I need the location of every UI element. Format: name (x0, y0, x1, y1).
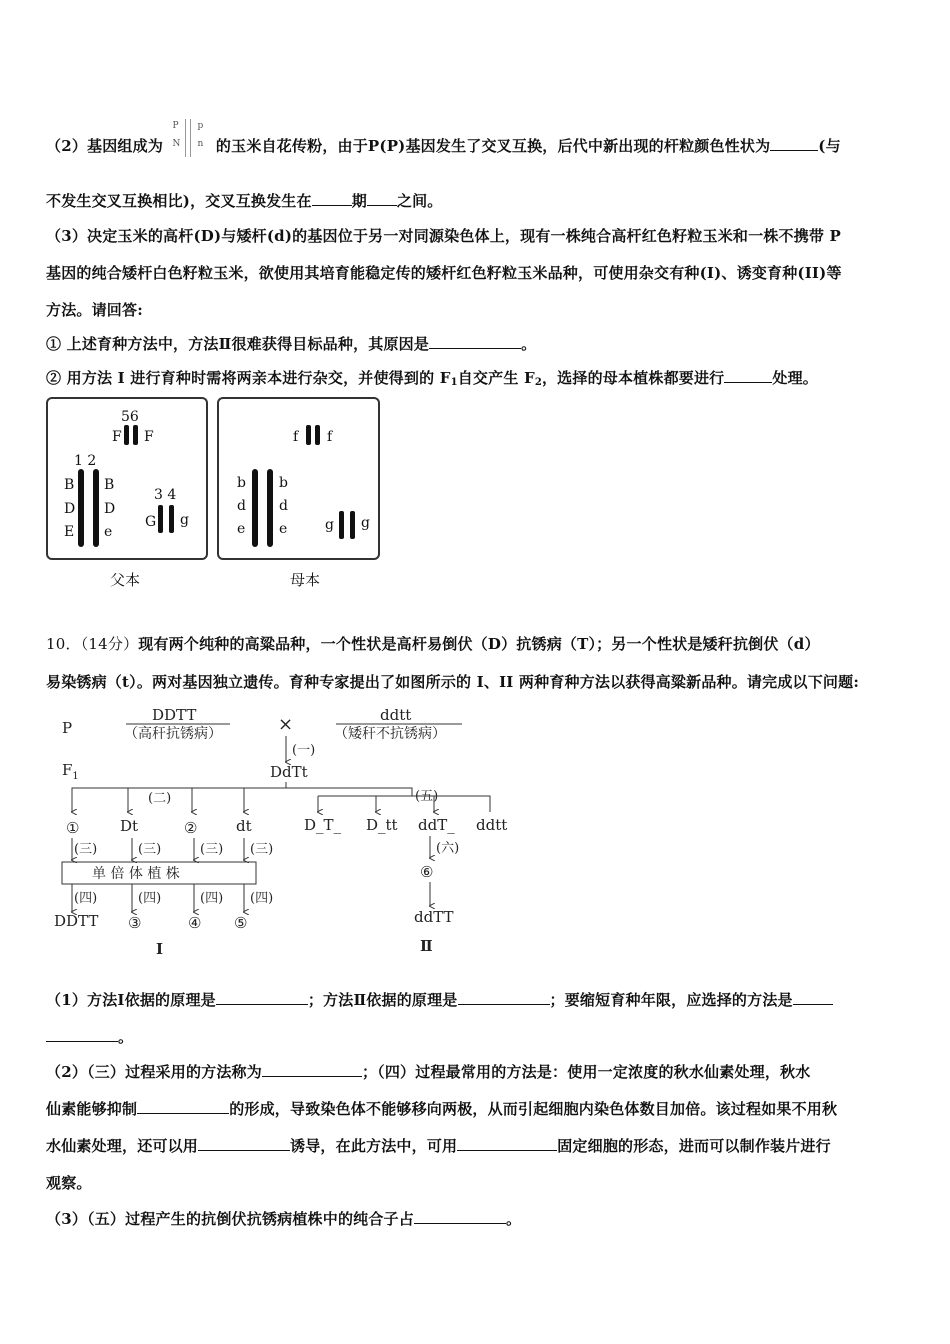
genotype-bottom-left: N (172, 139, 181, 149)
genotype-D_tt: D_tt (366, 816, 398, 834)
q10-score: （14分） (80, 635, 139, 653)
gene-F-left: F (112, 429, 122, 445)
gene-g-left: g (325, 517, 334, 533)
q10-s2-text-f: 诱导，在此方法中，可用 (290, 1137, 458, 1155)
gene-G-left: G (145, 514, 157, 530)
answer-blank[interactable] (414, 1209, 506, 1224)
chromosome-4 (169, 505, 174, 533)
q9-p2-mid: 的玉米自花传粉，由于P(P)基因发生了交叉互换，后代中新出现的杆粒颜色性状为 (215, 137, 771, 155)
chromosome-bde-right (267, 469, 273, 547)
q9-p2-line2 (46, 190, 443, 211)
q10-s3-line (46, 1208, 521, 1229)
gene-g-right: g (180, 512, 189, 528)
q9-p3-q1-text: ① 上述育种方法中，方法Ⅱ很难获得目标品种，其原因是 (46, 335, 430, 353)
q9-p3-q2-end: 处理。 (772, 369, 818, 387)
answer-blank[interactable] (367, 191, 397, 206)
branch-right (286, 788, 490, 812)
node-5: ⑤ (234, 914, 248, 932)
q9-p3-q1 (46, 333, 536, 354)
chromosome-f-right (315, 425, 320, 445)
q9-p2-line1 (46, 121, 841, 167)
gamete-dt: dt (236, 817, 252, 835)
gene-f-right: f (327, 429, 333, 445)
q10-s1-end: 。 (118, 1028, 134, 1046)
mother-chromosome-diagram (219, 399, 378, 558)
f1-subscript: 1 (450, 377, 458, 388)
label-F1: $F_1$ (62, 761, 79, 782)
q9-p2-line2c: 之间。 (396, 192, 443, 210)
gene-d-left: d (237, 498, 246, 514)
step-6-label: (六) (436, 841, 460, 856)
gene-B-left: B (64, 477, 75, 493)
step-3-label-b: (三) (138, 842, 162, 857)
answer-blank[interactable] (770, 136, 818, 151)
genotype-top-left: P (172, 121, 179, 131)
answer-blank[interactable] (724, 368, 772, 383)
node-4: ④ (188, 914, 202, 932)
label-56: 56 (121, 409, 139, 425)
method-I-label: I (156, 940, 164, 958)
q10-stem1: 现有两个纯种的高粱品种，一个性状是高杆易倒伏（D）抗锈病（T）；另一个性状是矮秆抗倒伏（d） (138, 635, 820, 653)
label-12: 1 2 (74, 453, 97, 469)
step-3-label-a: (三) (74, 842, 98, 857)
q10-stem-line1 (46, 633, 820, 654)
answer-blank[interactable] (793, 990, 833, 1005)
q10-s1-line1 (46, 989, 833, 1010)
breeding-diagram (50, 700, 530, 962)
q10-s2-text-d: 的形成，导致染色体不能够移向两极，从而引起细胞内染色体数目加倍。该过程如果不用秋 (229, 1100, 838, 1118)
q9-p3-line3: 方法。请回答: (46, 301, 143, 319)
gene-E-left: E (64, 524, 75, 540)
q10-s3-end: 。 (505, 1210, 522, 1228)
q9-p2-end: (与 (818, 137, 841, 155)
gene-e-right: e (104, 524, 113, 540)
parent1-genotype: DDTT (152, 706, 197, 724)
answer-blank[interactable] (216, 990, 308, 1005)
chromosome-5 (124, 425, 129, 445)
mother-chromosome-panel (217, 397, 380, 560)
q9-p3-q2-text-c: ，选择的母本植株都要进行 (541, 369, 725, 387)
haploid-box-label: 单 倍 体 植 株 (92, 866, 180, 882)
gene-e-left: e (237, 521, 246, 537)
f1-genotype: DdTt (270, 763, 308, 781)
q9-p2-prefix: （2）基因组成为 (46, 137, 164, 155)
q10-s1-line2 (46, 1026, 133, 1047)
step-5-label: (五) (415, 789, 439, 804)
branch-left (72, 782, 286, 812)
answer-blank[interactable] (429, 334, 521, 349)
gene-F-right: F (144, 429, 154, 445)
gene-D-left: D (64, 501, 76, 517)
genotype-bottom-right: n (197, 139, 204, 149)
parent1-note: （高秆抗锈病） (124, 726, 222, 742)
q10-s1-text-a: （1）方法Ⅰ依据的原理是 (46, 991, 216, 1009)
q9-p3-line1: （3）决定玉米的高杆(D)与矮杆(d)的基因位于另一对同源染色体上，现有一株纯合高杆红色籽粒玉米和一株不携带 P (46, 227, 842, 245)
q10-s2-line2 (46, 1098, 837, 1119)
chromosome-3 (158, 505, 163, 533)
chromosome-g-left (339, 511, 344, 539)
f2-subscript: 2 (534, 377, 542, 388)
genotype-ddtt: ddtt (476, 816, 508, 834)
parent2-note: （矮秆不抗锈病） (334, 726, 446, 742)
node-2: ② (184, 819, 198, 837)
father-chromosome-panel (46, 397, 208, 560)
q10-s2-text-a: （2）（三）过程采用的方法称为 (46, 1063, 262, 1081)
cross-symbol: × (278, 714, 294, 735)
answer-blank[interactable] (457, 1136, 557, 1151)
q9-p3-q2 (46, 367, 818, 388)
chromosome-g-right (350, 511, 355, 539)
chromosome-1 (78, 469, 84, 547)
answer-blank[interactable] (46, 1027, 118, 1042)
q10-s3-text: （3）（五）过程产生的抗倒伏抗锈病植株中的纯合子占 (46, 1210, 414, 1228)
q10-s2-text-g: 固定细胞的形态，进而可以制作装片进行 (557, 1137, 831, 1155)
father-label: 父本 (110, 571, 141, 589)
node-3: ③ (128, 914, 142, 932)
q10-s2-line4: 观察。 (46, 1174, 92, 1192)
q10-s1-text-b: ；方法Ⅱ依据的原理是 (307, 991, 458, 1009)
node-1: ① (66, 819, 80, 837)
q10-stem-line2: 易染锈病（t）。两对基因独立遗传。育种专家提出了如图所示的 I、II 两种育种方法以获得高粱新品种。请完成以下问题: (46, 673, 860, 691)
q9-p2-line2b: 期 (351, 192, 367, 210)
step-4-label-d: (四) (250, 891, 274, 906)
q10-s2-line3 (46, 1135, 831, 1156)
step-3-label-d: (三) (250, 842, 274, 857)
q9-p2-line2a: 不发生交叉互换相比)，交叉互换发生在 (46, 192, 312, 210)
genotype-figure (168, 119, 210, 159)
gene-B-right: B (104, 477, 115, 493)
father-chromosome-diagram (48, 399, 206, 558)
q10-number: 10． (46, 635, 81, 653)
step-3-label-c: (三) (200, 842, 224, 857)
label-P: P (62, 719, 73, 737)
label-34: 3 4 (154, 487, 177, 503)
gene-d-right: d (279, 498, 288, 514)
q10-s2-text-c: 仙素能够抑制 (46, 1100, 138, 1118)
genotype-top-right: p (197, 121, 204, 131)
q9-p3-q2-text: ② 用方法 I 进行育种时需将两亲本进行杂交，并使得到的 F (46, 369, 451, 387)
gene-D-right: D (104, 501, 116, 517)
result-ddTT: ddTT (414, 908, 454, 926)
chromosome-f-left (306, 425, 311, 445)
mother-label: 母本 (290, 571, 321, 589)
gene-b-right: b (279, 475, 288, 491)
method-II-label: Ⅱ (420, 937, 433, 955)
genotype-ddT_: ddT_ (418, 816, 455, 834)
gene-e-right: e (279, 521, 288, 537)
gene-f-left: f (293, 429, 299, 445)
gene-b-left: b (237, 475, 246, 491)
q9-p3-line2: 基因的纯合矮杆白色籽粒玉米，欲使用其培育能稳定传的矮杆红色籽粒玉米品种，可使用杂交有种(I)、诱变育种(II)等 (46, 264, 842, 282)
q10-s2-text-b: ；（四）过程最常用的方法是：使用一定浓度的秋水仙素处理，秋水 (361, 1063, 811, 1081)
step-2-label: (二) (148, 791, 172, 806)
answer-blank[interactable] (137, 1099, 229, 1114)
step-4-label-a: (四) (74, 891, 98, 906)
chromosome-6 (133, 425, 138, 445)
gamete-Dt: Dt (120, 817, 139, 835)
step-4-label-b: (四) (138, 891, 162, 906)
q9-p3-q2-text-b: 自交产生 F (457, 369, 535, 387)
q10-s1-text-c: ；要缩短育种年限，应选择的方法是 (549, 991, 793, 1009)
gene-g-right-m: g (361, 515, 370, 531)
node-6: ⑥ (420, 863, 434, 881)
answer-blank[interactable] (198, 1136, 290, 1151)
q10-s2-text-e: 水仙素处理，还可以用 (46, 1137, 199, 1155)
step-1-label: (一) (292, 743, 316, 758)
answer-blank[interactable] (312, 191, 352, 206)
genotype-D_T_: D_T_ (304, 816, 342, 834)
parent2-genotype: ddtt (380, 706, 412, 724)
answer-blank[interactable] (458, 990, 550, 1005)
answer-blank[interactable] (262, 1062, 362, 1077)
chromosome-bde-left (252, 469, 258, 547)
q9-p3-q1-end: 。 (521, 335, 537, 353)
chromosome-2 (93, 469, 99, 547)
step-4-label-c: (四) (200, 891, 224, 906)
result-DDTT: DDTT (54, 912, 99, 930)
q10-s2-line1 (46, 1061, 810, 1082)
